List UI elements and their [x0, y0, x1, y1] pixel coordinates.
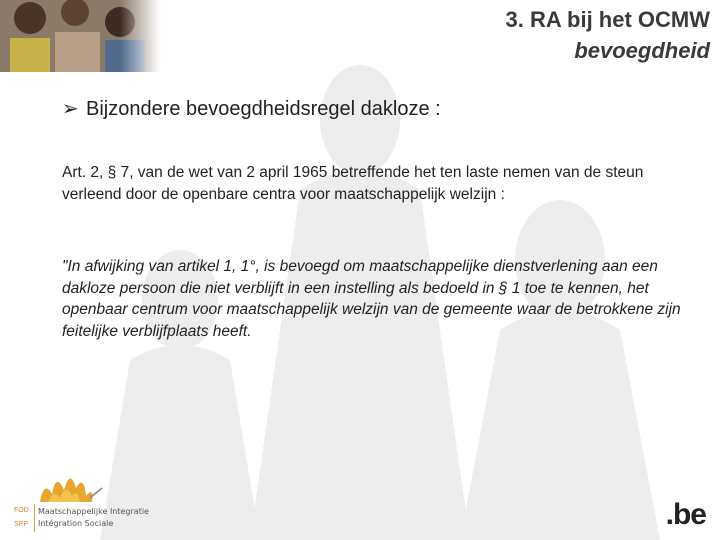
spp-label: SPP: [14, 521, 29, 528]
article-quote: "In afwijking van artikel 1, 1°, is bevoegd om maatschappelijke dienstverlening aan een dakloze persoon die niet verblijft in een instelling als bedoeld in § 1 toe te kennen, het openbaar centrum voor maatschappelijk welzijn van de gemeente waar de betrokkene zijn feitelijke verblijfplaats heeft.: [62, 258, 681, 340]
title-line-2: bevoegdheid: [574, 38, 710, 63]
fod-spp-labels: [14, 504, 29, 532]
logo-divider: [34, 504, 35, 532]
slide-title: [505, 4, 710, 66]
article-paragraph: Art. 2, § 7, van de wet van 2 april 1965 betreffende het ten laste nemen van de steun verleend door de openbare centra voor maatschappelijk welzijn :: [62, 164, 644, 203]
bullet-heading: [62, 96, 441, 121]
fod-label: FOD: [14, 507, 29, 514]
org-name: [38, 506, 149, 530]
arrow-bullet-icon: ➢: [62, 98, 79, 120]
be-logo: .be: [665, 498, 706, 531]
org-name-fr: Intégration Sociale: [38, 519, 114, 528]
header-photo: [0, 0, 160, 72]
org-name-nl: Maatschappelijke Integratie: [38, 507, 149, 516]
bullet-text: Bijzondere bevoegdheidsregel dakloze :: [86, 98, 441, 120]
title-line-1: 3. RA bij het OCMW: [505, 7, 710, 32]
